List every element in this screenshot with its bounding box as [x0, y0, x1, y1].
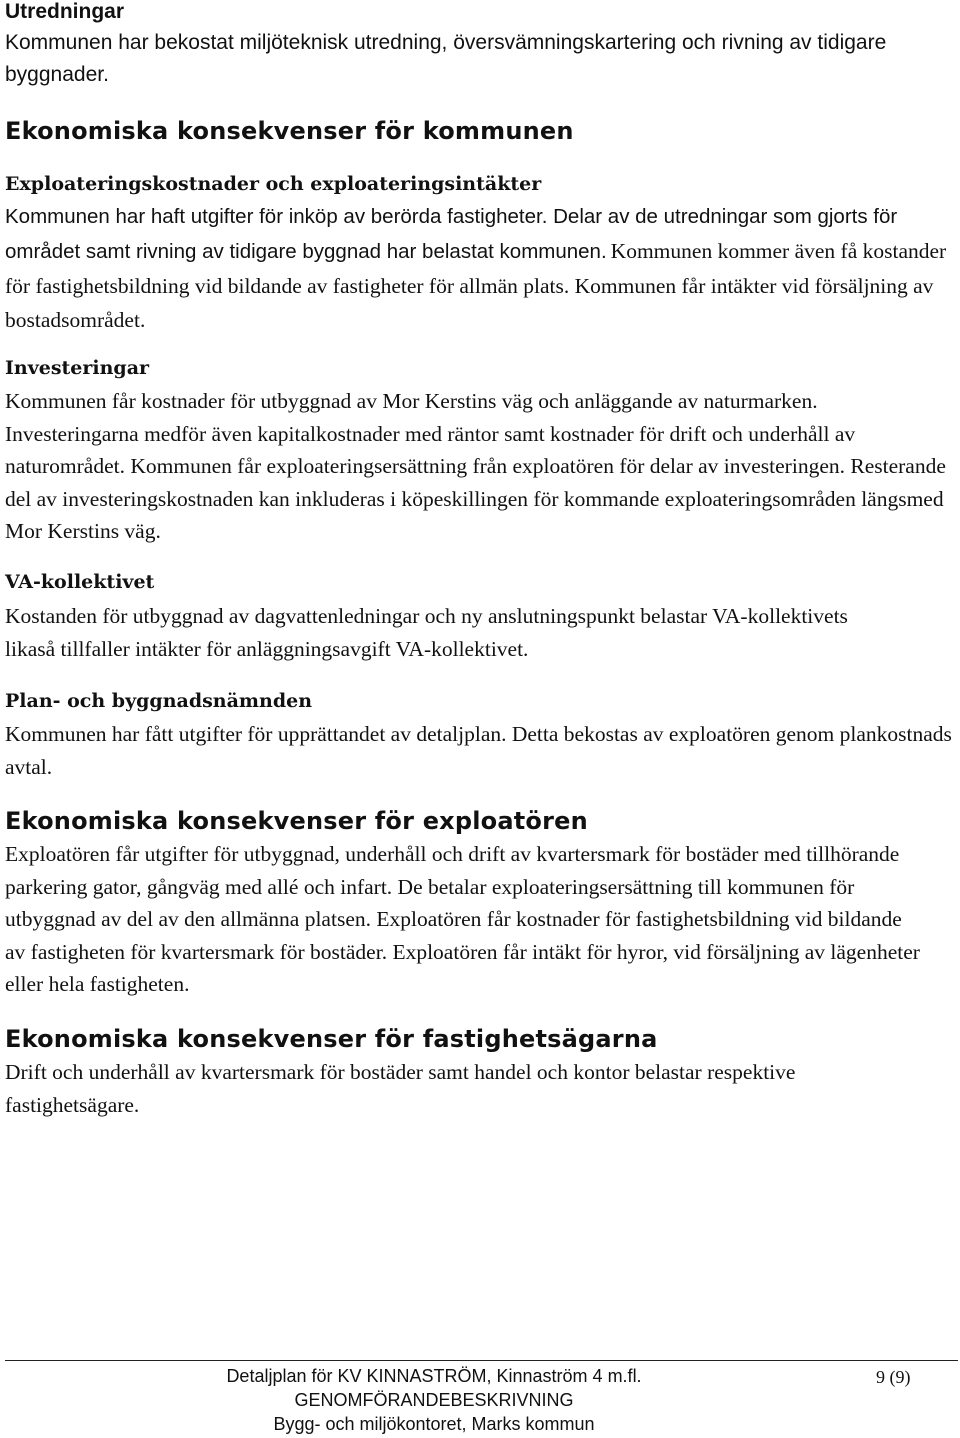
heading-fastighetsagarna: Ekonomiska konsekvenser för fastighetsägarna: [5, 1025, 658, 1053]
paragraph-kommunen-sans: Kommunen har haft utgifter för inköp av berörda fastigheter. Delar av de utredningar som gjorts för området samt rivning av tidigare byggnad har belastat kommunen.: [5, 205, 898, 263]
heading-investeringar: Investeringar: [5, 357, 150, 379]
heading-plan-och-byggnadsnamnden: Plan- och byggnadsnämnden: [5, 690, 313, 712]
heading-utredningar: Utredningar: [5, 0, 125, 23]
paragraph-utredningar: Kommunen har bekostat miljöteknisk utredning, översvämningskartering och rivning av tidigare byggnader.: [5, 31, 887, 86]
paragraph-plan-och-byggnadsnamnden: Kommunen har fått utgifter för upprättandet av detaljplan. Detta bekostas av exploatören genom plankostnads avtal.: [5, 722, 952, 779]
subheading-exploatering: Exploateringskostnader och exploateringsintäkter: [5, 173, 542, 195]
footer-office: Bygg- och miljökontoret, Marks kommun: [273, 1414, 595, 1434]
heading-va-kollektivet: VA-kollektivet: [5, 571, 155, 593]
paragraph-exploatoren: Exploatören får utgifter för utbyggnad, underhåll och drift av kvartersmark för bostäder med tillhörande parkering gator, gångväg med allé och infart. De betalar exploateringsersättning till kommunen för utbyggnad av del av den allmänna platsen. Exploatören får kostnader för fastighetsbildning vid bildande av fastigheten för kvartersmark för bostäder. Exploatören får intäkt för hyror, vid försäljning av lägenheter eller hela fastigheten.: [5, 842, 920, 996]
paragraph-va-kollektivet: Kostanden för utbyggnad av dagvattenledningar och ny anslutningspunkt belastar VA-kollektivets likaså tillfaller intäkter för anläggningsavgift VA-kollektivet.: [5, 604, 848, 661]
page-number: 9 (9): [876, 1367, 911, 1387]
paragraph-fastighetsagarna: Drift och underhåll av kvartersmark för bostäder samt handel och kontor belastar respektive fastighetsägare.: [5, 1060, 796, 1117]
footer-divider: [5, 1360, 958, 1361]
footer-plan-title: Detaljplan för KV KINNASTRÖM, Kinnaström 4 m.fl.: [226, 1366, 642, 1386]
paragraph-investeringar: Kommunen får kostnader för utbyggnad av Mor Kerstins väg och anläggande av naturmarken. Investeringarna medför även kapitalkostnader med räntor samt kostnader för drift och underhåll av naturområdet. Kommunen får exploateringsersättning från exploatören för delar av investeringen. Resterande del av investeringskostnaden kan inkluderas i köpeskillingen för kommande exploateringsområden längsmed Mor Kerstins väg.: [5, 389, 946, 543]
heading-kommunen: Ekonomiska konsekvenser för kommunen: [5, 117, 574, 145]
heading-exploatoren: Ekonomiska konsekvenser för exploatören: [5, 807, 588, 835]
paragraph-kommunen: [5, 200, 950, 337]
footer-document-type: GENOMFÖRANDEBESKRIVNING: [294, 1390, 574, 1410]
paragraph-kommunen-serif: Kommunen kommer även få kostander för fastighetsbildning vid bildande av fastigheter för allmän plats. Kommunen får intäkter vid försäljning av bostadsområdet.: [5, 239, 947, 332]
footer-text-block: [0, 1364, 868, 1436]
